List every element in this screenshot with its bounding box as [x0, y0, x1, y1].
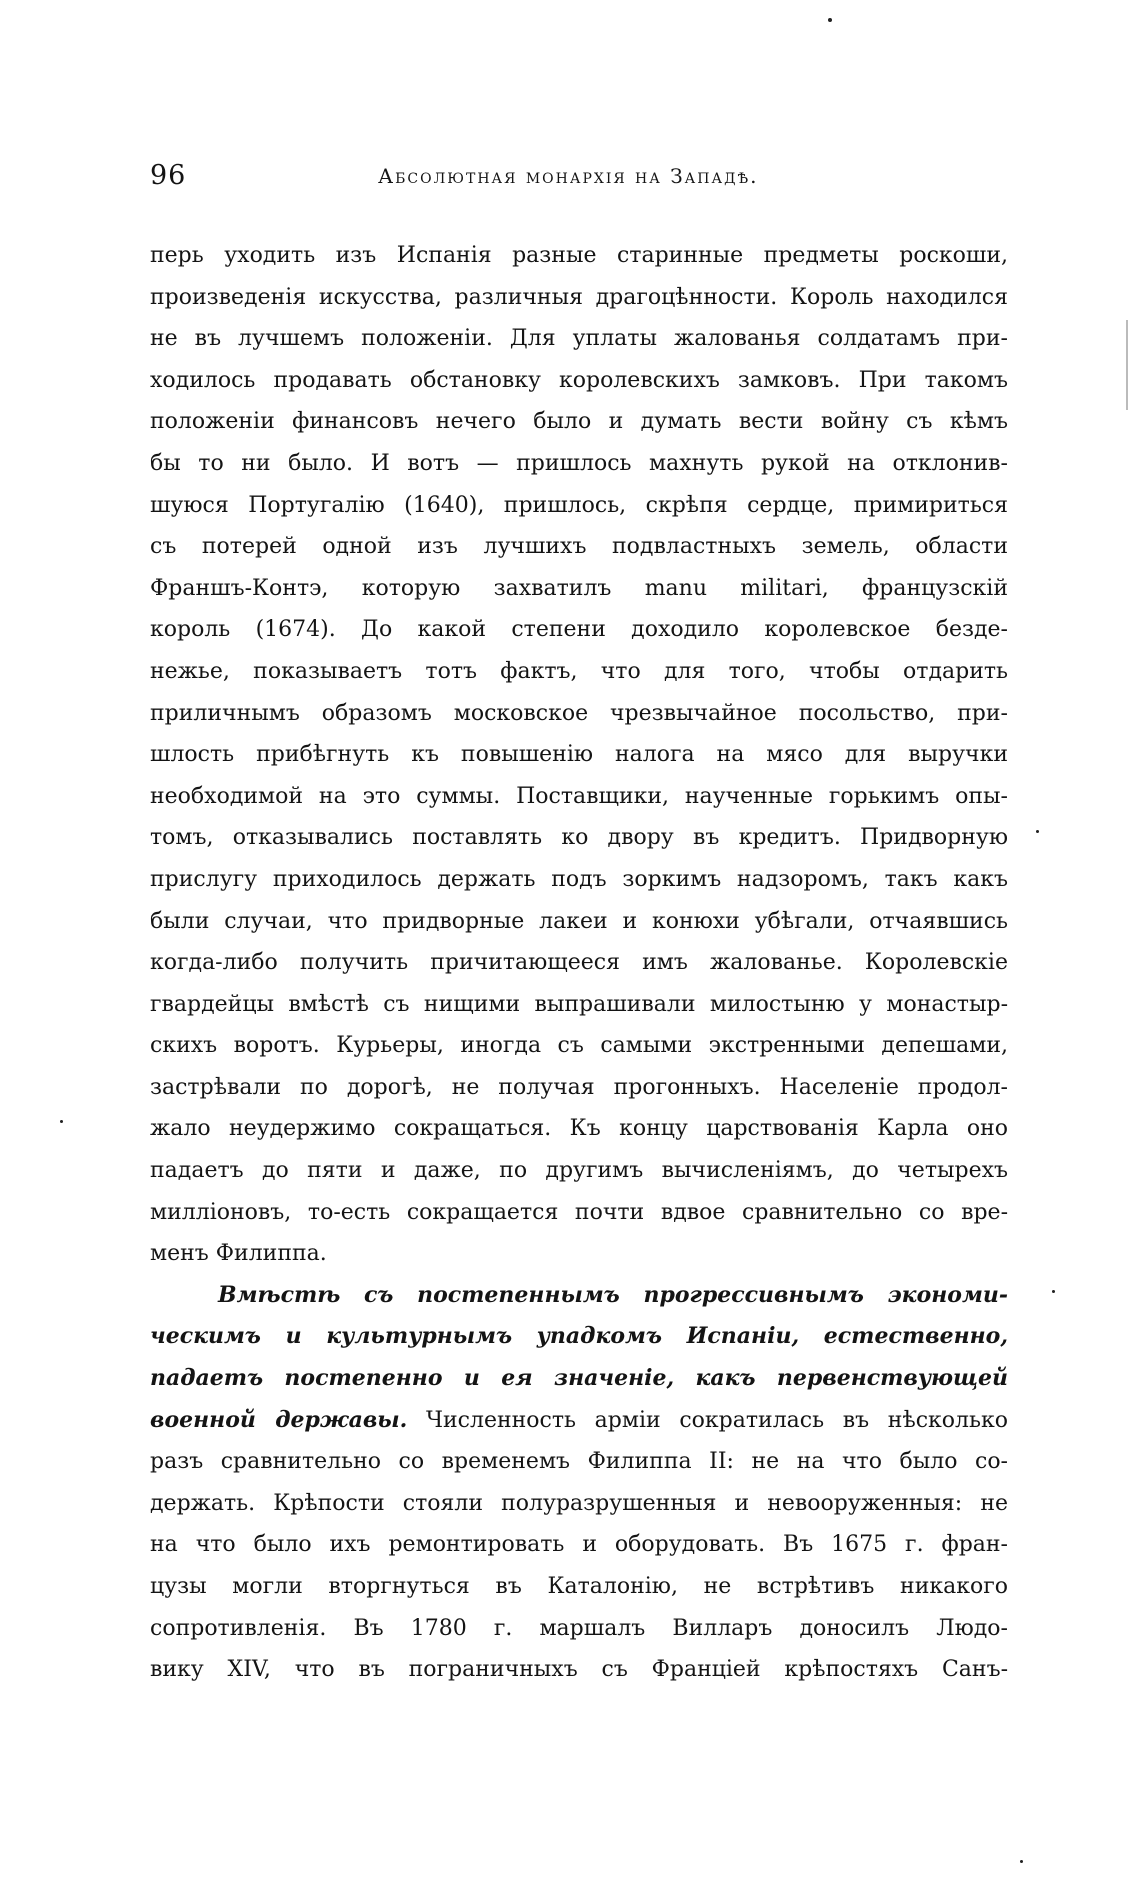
italic-phrase: военной державы.	[150, 1406, 408, 1433]
text-line: бы то ни было. И вотъ — пришлось махнуть рукой на отклонив-	[150, 450, 1008, 476]
italic-text-line: Вмѣстѣ съ постепеннымъ прогрессивнымъ экономи-	[218, 1281, 1008, 1308]
text-line: падаетъ до пяти и даже, по другимъ вычисленіямъ, до четырехъ	[150, 1158, 1008, 1184]
text-line: томъ, отказывались поставлять ко двору въ кредитъ. Придворную	[150, 825, 1008, 851]
text-line: скихъ воротъ. Курьеры, иногда съ самыми экстренными депешами,	[150, 1033, 1008, 1059]
text-line: положеніи финансовъ нечего было и думать вести войну съ кѣмъ	[150, 409, 1008, 435]
scan-speck	[60, 1120, 63, 1123]
text-line: вику XIV, что въ пограничныхъ съ Франціей крѣпостяхъ Санъ-	[150, 1657, 1008, 1683]
scan-edge-mark	[1126, 320, 1128, 410]
text-line: когда-либо получить причитающееся имъ жалованье. Королевскіе	[150, 950, 1008, 976]
running-title: Абсолютная монархія на Западѣ.	[378, 164, 759, 188]
text-line: ходилось продавать обстановку королевскихъ замковъ. При такомъ	[150, 367, 1008, 393]
text-line: король (1674). До какой степени доходило королевское безде-	[150, 617, 1008, 643]
text-line: перь уходить изъ Испанія разные старинные предметы роскоши,	[150, 243, 1008, 268]
scan-speck	[1052, 1290, 1055, 1293]
text-line: цузы могли вторгнуться въ Каталонію, не встрѣтивъ никакого	[150, 1574, 1008, 1599]
scan-speck	[1036, 830, 1039, 833]
text-line: прислугу приходилось держать подъ зоркимъ надзоромъ, такъ какъ	[150, 866, 1008, 892]
text-span: Численность арміи сократилась въ нѣсколько	[407, 1407, 1008, 1433]
text-line: Франшъ-Контэ, которую захватилъ manu militari, французскій	[150, 575, 1008, 601]
text-line: шуюся Португалію (1640), пришлось, скрѣпя сердце, примириться	[150, 492, 1008, 518]
text-line: менъ Филиппа.	[150, 1241, 327, 1267]
scan-speck	[828, 18, 832, 22]
text-line: разъ сравнительно со временемъ Филиппа II: не на что было со-	[150, 1449, 1008, 1475]
text-line: необходимой на это суммы. Поставщики, наученные горькимъ опы-	[150, 783, 1008, 809]
body-text	[150, 235, 1008, 1691]
italic-text-line: падаетъ постепенно и ея значеніе, какъ первенствующей	[150, 1365, 1008, 1392]
text-line: приличнымъ образомъ московское чрезвычайное посольство, при-	[150, 700, 1008, 726]
text-line: съ потерей одной изъ лучшихъ подвластныхъ земель, области	[150, 534, 1008, 560]
text-line: шлость прибѣгнуть къ повышенію налога на мясо для выручки	[150, 742, 1008, 768]
text-line: держать. Крѣпости стояли полуразрушенныя и невооруженныя: не	[150, 1490, 1008, 1516]
text-line: нежье, показываетъ тотъ фактъ, что для того, чтобы отдарить	[150, 658, 1008, 684]
text-line: на что было ихъ ремонтировать и оборудовать. Въ 1675 г. фран-	[150, 1532, 1008, 1558]
text-line: жало неудержимо сокращаться. Къ концу царствованія Карла оно	[150, 1116, 1008, 1142]
text-line: гвардейцы вмѣстѣ съ нищими выпрашивали милостыню у монастыр-	[150, 991, 1008, 1017]
page-number: 96	[150, 160, 187, 191]
text-line: милліоновъ, то-есть сокращается почти вдвое сравнительно со вре-	[150, 1199, 1008, 1225]
text-line: произведенія искусства, различныя драгоцѣнности. Король находился	[150, 284, 1008, 310]
scan-speck	[1020, 1860, 1023, 1863]
text-line	[150, 1400, 1008, 1442]
text-line: сопротивленія. Въ 1780 г. маршалъ Вилларъ доносилъ Людо-	[150, 1615, 1008, 1641]
text-line: были случаи, что придворные лакеи и конюхи убѣгали, отчаявшись	[150, 908, 1008, 934]
italic-text-line: ческимъ и культурнымъ упадкомъ Испаніи, естественно,	[150, 1323, 1008, 1350]
text-line: не въ лучшемъ положеніи. Для уплаты жалованья солдатамъ при-	[150, 326, 1008, 352]
text-line: застрѣвали по дорогѣ, не получая прогонныхъ. Населеніе продол-	[150, 1074, 1008, 1100]
page-header	[150, 160, 1010, 200]
